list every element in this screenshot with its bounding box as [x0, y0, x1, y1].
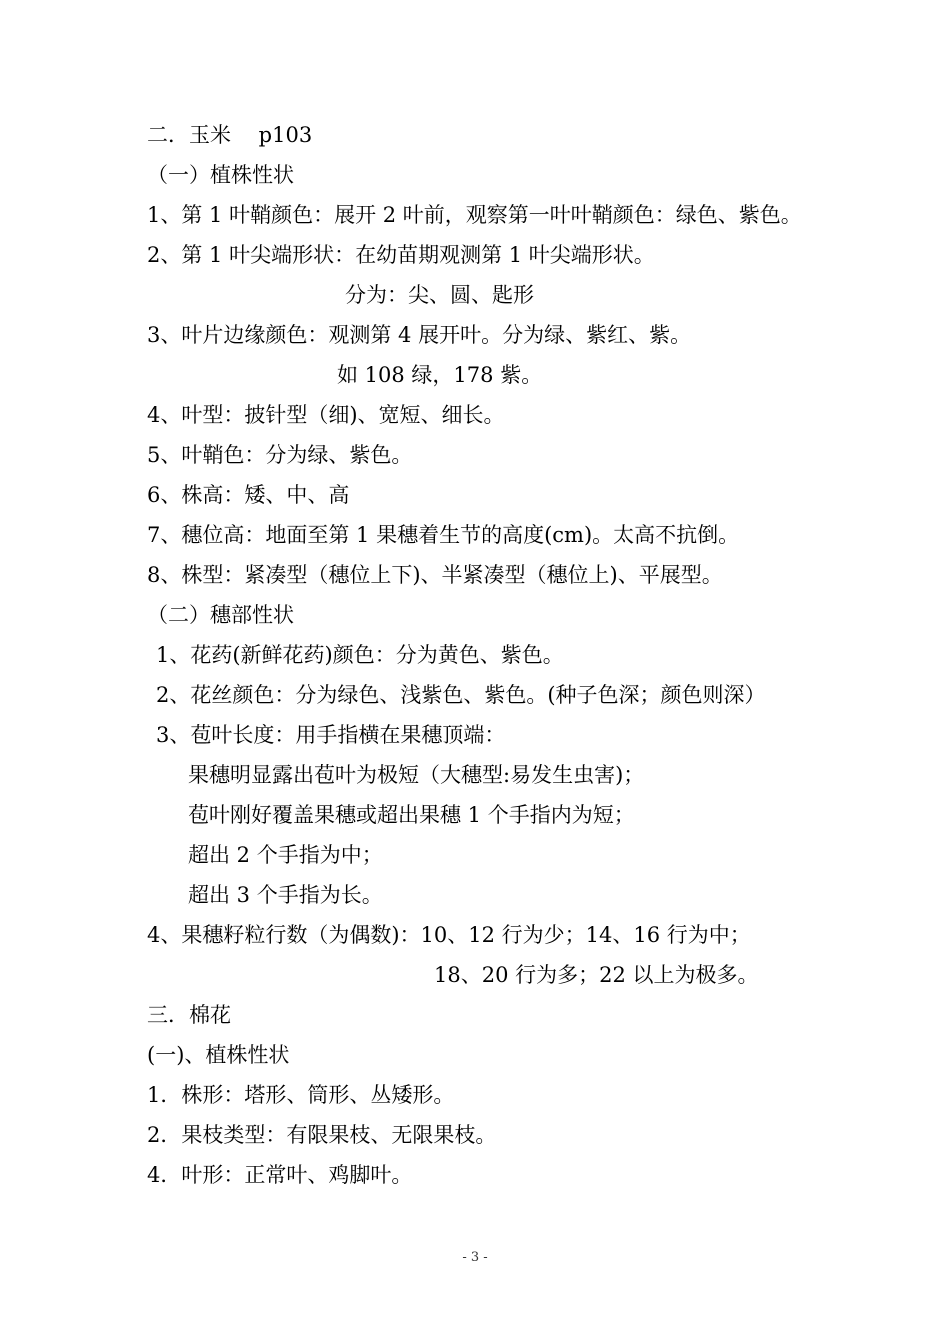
- text-line: 2、第 1 叶尖端形状：在幼苗期观测第 1 叶尖端形状。: [147, 243, 655, 267]
- text-line: 1、花药(新鲜花药)颜色：分为黄色、紫色。: [156, 643, 564, 667]
- text-line: 5、叶鞘色：分为绿、紫色。: [147, 443, 413, 467]
- text-line: 18、20 行为多；22 以上为极多。: [434, 963, 759, 987]
- text-line: 3、叶片边缘颜色：观测第 4 展开叶。分为绿、紫红、紫。: [147, 323, 692, 347]
- text-line: 果穗明显露出苞叶为极短（大穗型:易发生虫害)；: [188, 763, 645, 787]
- text-line: 2、花丝颜色：分为绿色、浅紫色、紫色。(种子色深；颜色则深）: [156, 683, 766, 707]
- subsection-heading-cotton-plant-traits: (一)、植株性状: [147, 1043, 290, 1067]
- text-line: 3、苞叶长度：用手指横在果穗顶端：: [156, 723, 506, 747]
- text-line: 7、穗位高：地面至第 1 果穗着生节的高度(cm)。太高不抗倒。: [147, 523, 740, 547]
- page-number: - 3 -: [462, 1250, 488, 1265]
- text-line: 如 108 绿，178 紫。: [337, 363, 543, 387]
- text-line: 4．叶形：正常叶、鸡脚叶。: [147, 1163, 413, 1187]
- section-heading-corn: 二．玉米 p103: [147, 123, 313, 147]
- text-line: 分为：尖、圆、匙形: [345, 283, 534, 307]
- subsection-heading-ear-traits: （二）穗部性状: [147, 603, 294, 627]
- text-line: 苞叶刚好覆盖果穗或超出果穗 1 个手指内为短；: [188, 803, 635, 827]
- text-line: 4、果穗籽粒行数（为偶数)：10、12 行为少；14、16 行为中；: [147, 923, 751, 947]
- text-line: 4、叶型：披针型（细)、宽短、细长。: [147, 403, 505, 427]
- text-line: 1．株形：塔形、筒形、丛矮形。: [147, 1083, 455, 1107]
- text-line: 6、株高：矮、中、高: [147, 483, 350, 507]
- text-line: 8、株型：紧凑型（穗位上下)、半紧凑型（穗位上)、平展型。: [147, 563, 723, 587]
- subsection-heading-plant-traits: （一）植株性状: [147, 163, 294, 187]
- section-heading-cotton: 三．棉花: [147, 1003, 231, 1027]
- text-line: 2．果枝类型：有限果枝、无限果枝。: [147, 1123, 497, 1147]
- text-line: 超出 3 个手指为长。: [188, 883, 383, 907]
- text-line: 超出 2 个手指为中；: [188, 843, 383, 867]
- text-line: 1、第 1 叶鞘颜色：展开 2 叶前，观察第一叶叶鞘颜色：绿色、紫色。: [147, 203, 802, 227]
